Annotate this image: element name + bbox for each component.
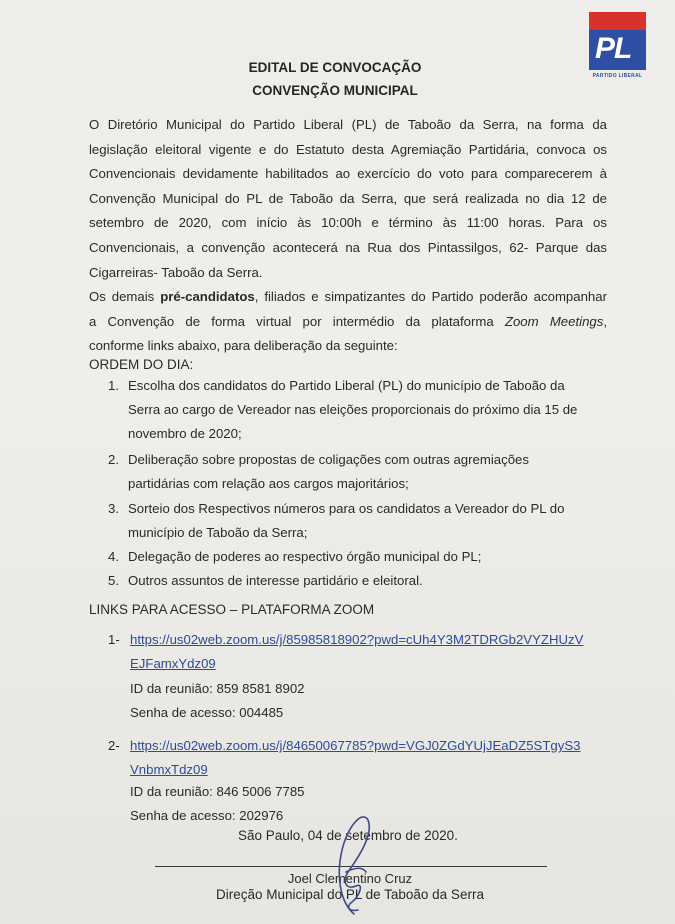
item-number: 2. bbox=[108, 452, 119, 467]
item-line: Deliberação sobre propostas de coligações com outras agremiações bbox=[128, 452, 529, 467]
paragraph-line bbox=[89, 285, 607, 310]
item-line: Sorteio dos Respectivos números para os candidatos a Vereador do PL do bbox=[128, 501, 565, 516]
meeting-id: ID da reunião: 846 5006 7785 bbox=[130, 784, 305, 799]
item-text bbox=[128, 569, 608, 593]
meeting-password: Senha de acesso: 004485 bbox=[130, 705, 284, 720]
item-line: novembro de 2020; bbox=[128, 426, 242, 442]
links-heading: LINKS PARA ACESSO – PLATAFORMA ZOOM bbox=[89, 602, 375, 617]
logo-red-band bbox=[589, 12, 646, 30]
zoom-link-url[interactable]: https://us02web.zoom.us/j/84650067785?pwd=VGJ0ZGdYUjJEaDZ5STgyS3 bbox=[130, 738, 581, 753]
paragraph-line: Cigarreiras- Taboão da Serra. bbox=[89, 264, 263, 280]
logo-subtitle: PARTIDO LIBERAL bbox=[592, 73, 643, 79]
item-line: município de Taboão da Serra; bbox=[128, 525, 308, 541]
meeting-id: ID da reunião: 859 8581 8902 bbox=[130, 681, 305, 696]
signer-role: Direção Municipal do PL de Taboão da Serra bbox=[216, 887, 484, 902]
text: Os demais bbox=[89, 289, 161, 305]
paragraph-line: O Diretório Municipal do Partido Liberal (PL) de Taboão da Serra, na forma da bbox=[89, 117, 607, 132]
document-date: São Paulo, 04 de setembro de 2020. bbox=[238, 828, 458, 843]
link-number: 2- bbox=[108, 738, 120, 753]
document-subtitle: CONVENÇÃO MUNICIPAL bbox=[252, 83, 418, 98]
item-line: Escolha dos candidatos do Partido Liberal (PL) do município de Taboão da bbox=[128, 378, 565, 393]
handwritten-signature bbox=[318, 806, 388, 921]
paragraph-line bbox=[89, 310, 607, 335]
zoom-link-url-continued[interactable]: VnbmxTdz09 bbox=[130, 762, 208, 777]
meeting-password: Senha de acesso: 202976 bbox=[130, 808, 284, 823]
agenda-heading: ORDEM DO DIA: bbox=[89, 357, 194, 372]
party-logo bbox=[589, 12, 646, 82]
document-title: EDITAL DE CONVOCAÇÃO bbox=[248, 60, 422, 75]
link-number: 1- bbox=[108, 632, 120, 647]
item-text bbox=[128, 374, 608, 447]
item-number: 3. bbox=[108, 501, 119, 516]
logo-box bbox=[589, 12, 646, 70]
zoom-link-url[interactable]: https://us02web.zoom.us/j/85985818902?pwd=cUh4Y3M2TDRGb2VYZHUzV bbox=[130, 632, 584, 647]
zoom-link-url-continued[interactable]: EJFamxYdz09 bbox=[130, 656, 216, 671]
item-line: partidárias com relação aos cargos majoritários; bbox=[128, 476, 409, 492]
item-text bbox=[128, 448, 608, 496]
italic-text: Zoom Meetings bbox=[504, 313, 604, 329]
bold-text: pré-candidatos bbox=[160, 289, 255, 305]
text: , filiados e simpatizantes do Partido poderão acompanhar bbox=[254, 289, 607, 305]
item-text bbox=[128, 497, 608, 545]
paragraph-line: Convenção Municipal do PL de Taboão da Serra, que será realizada no dia 12 de bbox=[89, 190, 607, 206]
paragraph-line: setembro de 2020, com início às 10:00h e término às 11:00 horas. Para os bbox=[89, 215, 607, 231]
signer-name: Joel Clementino Cruz bbox=[287, 871, 413, 886]
item-text bbox=[128, 545, 608, 569]
logo-text: PL bbox=[595, 32, 632, 65]
item-line: Delegação de poderes ao respectivo órgão municipal do PL; bbox=[128, 549, 482, 564]
item-number: 1. bbox=[108, 378, 119, 393]
item-number: 4. bbox=[108, 549, 119, 564]
text: , bbox=[603, 313, 607, 329]
item-line: Serra ao cargo de Vereador nas eleições proporcionais do próximo dia 15 de bbox=[128, 402, 578, 418]
intro-paragraph bbox=[89, 113, 607, 359]
item-number: 5. bbox=[108, 573, 119, 588]
item-line: Outros assuntos de interesse partidário e eleitoral. bbox=[128, 573, 423, 588]
paragraph-line: legislação eleitoral vigente e do Estatuto desta Agremiação Partidária, convoca os bbox=[89, 141, 607, 157]
paragraph-line: Convencionais devidamente habilitados ao exercício do voto para comparecerem à bbox=[89, 166, 607, 182]
text: a Convenção de forma virtual por intermédio da plataforma bbox=[89, 313, 505, 329]
paragraph-line: Convencionais, a convenção acontecerá na Rua dos Pintassilgos, 62- Parque das bbox=[89, 239, 607, 255]
paragraph-line: conforme links abaixo, para deliberação da seguinte: bbox=[89, 338, 398, 354]
